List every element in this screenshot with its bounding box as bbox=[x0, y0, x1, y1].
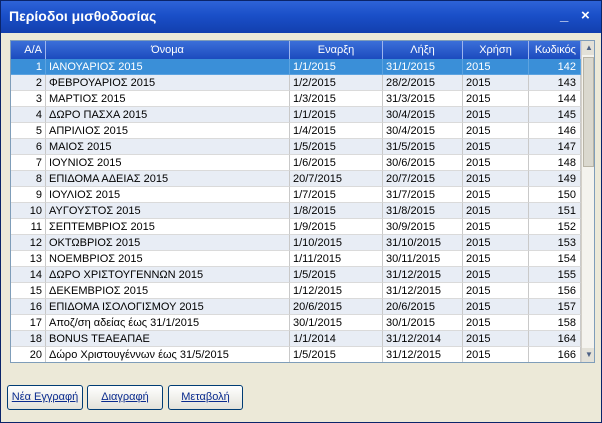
table-row[interactable] bbox=[11, 107, 581, 123]
title-bar[interactable] bbox=[1, 1, 601, 33]
scroll-down-arrow-icon[interactable]: ▼ bbox=[582, 348, 595, 362]
cell-code: 145 bbox=[529, 107, 581, 123]
cell-end: 31/12/2015 bbox=[383, 283, 463, 299]
cell-aa: 2 bbox=[11, 75, 46, 91]
cell-aa: 12 bbox=[11, 235, 46, 251]
cell-aa: 5 bbox=[11, 123, 46, 139]
cell-year: 2015 bbox=[463, 75, 529, 91]
cell-end: 31/8/2015 bbox=[383, 203, 463, 219]
table-row[interactable] bbox=[11, 235, 581, 251]
cell-name: ΕΠΙΔΟΜΑ ΙΣΟΛΟΓΙΣΜΟΥ 2015 bbox=[46, 299, 290, 315]
minimize-button[interactable]: _ bbox=[560, 7, 569, 24]
cell-code: 153 bbox=[529, 235, 581, 251]
cell-year: 2015 bbox=[463, 107, 529, 123]
column-header-aa[interactable]: Α/Α bbox=[11, 41, 46, 59]
cell-end: 20/7/2015 bbox=[383, 171, 463, 187]
close-button[interactable]: × bbox=[581, 7, 590, 24]
table-row[interactable] bbox=[11, 315, 581, 331]
cell-name: ΜΑΙΟΣ 2015 bbox=[46, 139, 290, 155]
cell-start: 1/11/2015 bbox=[290, 251, 383, 267]
cell-start: 1/5/2015 bbox=[290, 139, 383, 155]
cell-year: 2015 bbox=[463, 187, 529, 203]
cell-aa: 18 bbox=[11, 331, 46, 347]
cell-year: 2015 bbox=[463, 123, 529, 139]
cell-aa: 17 bbox=[11, 315, 46, 331]
table-row[interactable] bbox=[11, 203, 581, 219]
cell-start: 1/2/2015 bbox=[290, 75, 383, 91]
cell-name: ΑΠΡΙΛΙΟΣ 2015 bbox=[46, 123, 290, 139]
table-row[interactable] bbox=[11, 75, 581, 91]
cell-aa: 1 bbox=[11, 59, 46, 75]
cell-aa: 11 bbox=[11, 219, 46, 235]
cell-end: 31/3/2015 bbox=[383, 91, 463, 107]
table-row[interactable] bbox=[11, 219, 581, 235]
table-row[interactable] bbox=[11, 91, 581, 107]
cell-year: 2015 bbox=[463, 219, 529, 235]
cell-code: 144 bbox=[529, 91, 581, 107]
cell-year: 2015 bbox=[463, 155, 529, 171]
cell-end: 30/4/2015 bbox=[383, 123, 463, 139]
cell-end: 31/12/2015 bbox=[383, 347, 463, 363]
cell-end: 28/2/2015 bbox=[383, 75, 463, 91]
cell-year: 2015 bbox=[463, 251, 529, 267]
cell-code: 155 bbox=[529, 267, 581, 283]
cell-code: 148 bbox=[529, 155, 581, 171]
table-row[interactable] bbox=[11, 331, 581, 347]
table-row[interactable] bbox=[11, 187, 581, 203]
cell-start: 30/1/2015 bbox=[290, 315, 383, 331]
cell-aa: 10 bbox=[11, 203, 46, 219]
cell-name: ΦΕΒΡΟΥΑΡΙΟΣ 2015 bbox=[46, 75, 290, 91]
cell-name: ΔΕΚΕΜΒΡΙΟΣ 2015 bbox=[46, 283, 290, 299]
cell-start: 20/6/2015 bbox=[290, 299, 383, 315]
cell-code: 149 bbox=[529, 171, 581, 187]
cell-end: 30/1/2015 bbox=[383, 315, 463, 331]
cell-name: BONUS ΤΕΑΕΑΠΑΕ bbox=[46, 331, 290, 347]
cell-code: 142 bbox=[529, 59, 581, 75]
cell-name: ΔΩΡΟ ΠΑΣΧΑ 2015 bbox=[46, 107, 290, 123]
cell-start: 1/4/2015 bbox=[290, 123, 383, 139]
cell-year: 2015 bbox=[463, 203, 529, 219]
cell-year: 2015 bbox=[463, 91, 529, 107]
table-row[interactable] bbox=[11, 139, 581, 155]
cell-code: 166 bbox=[529, 347, 581, 363]
cell-code: 150 bbox=[529, 187, 581, 203]
cell-aa: 4 bbox=[11, 107, 46, 123]
window-title: Περίοδοι μισθοδοσίας bbox=[9, 8, 157, 24]
cell-code: 154 bbox=[529, 251, 581, 267]
cell-aa: 9 bbox=[11, 187, 46, 203]
cell-aa: 14 bbox=[11, 267, 46, 283]
cell-end: 30/9/2015 bbox=[383, 219, 463, 235]
cell-start: 20/7/2015 bbox=[290, 171, 383, 187]
cell-aa: 8 bbox=[11, 171, 46, 187]
cell-year: 2015 bbox=[463, 331, 529, 347]
cell-name: ΙΟΥΝΙΟΣ 2015 bbox=[46, 155, 290, 171]
cell-end: 30/4/2015 bbox=[383, 107, 463, 123]
cell-name: ΔΩΡΟ ΧΡΙΣΤΟΥΓΕΝΝΩΝ 2015 bbox=[46, 267, 290, 283]
cell-start: 1/9/2015 bbox=[290, 219, 383, 235]
cell-aa: 13 bbox=[11, 251, 46, 267]
table-row[interactable] bbox=[11, 59, 581, 75]
cell-end: 31/12/2014 bbox=[383, 331, 463, 347]
cell-name: ΕΠΙΔΟΜΑ ΑΔΕΙΑΣ 2015 bbox=[46, 171, 290, 187]
cell-code: 164 bbox=[529, 331, 581, 347]
cell-start: 1/1/2015 bbox=[290, 107, 383, 123]
cell-aa: 16 bbox=[11, 299, 46, 315]
table-row[interactable] bbox=[11, 267, 581, 283]
cell-code: 147 bbox=[529, 139, 581, 155]
cell-name: ΝΟΕΜΒΡΙΟΣ 2015 bbox=[46, 251, 290, 267]
cell-end: 31/1/2015 bbox=[383, 59, 463, 75]
cell-code: 157 bbox=[529, 299, 581, 315]
scroll-up-arrow-icon[interactable]: ▲ bbox=[582, 41, 595, 55]
cell-aa: 7 bbox=[11, 155, 46, 171]
cell-code: 152 bbox=[529, 219, 581, 235]
cell-code: 146 bbox=[529, 123, 581, 139]
cell-name: ΑΥΓΟΥΣΤΟΣ 2015 bbox=[46, 203, 290, 219]
table-row[interactable] bbox=[11, 299, 581, 315]
delete-button[interactable]: Διαγραφή bbox=[87, 385, 163, 410]
vertical-scrollbar[interactable] bbox=[581, 41, 595, 362]
cell-year: 2015 bbox=[463, 267, 529, 283]
cell-aa: 6 bbox=[11, 139, 46, 155]
cell-name: Δώρο Χριστουγέννων έως 31/5/2015 bbox=[46, 347, 290, 363]
column-header-end[interactable]: Λήξη bbox=[383, 41, 463, 59]
cell-end: 31/10/2015 bbox=[383, 235, 463, 251]
cell-year: 2015 bbox=[463, 283, 529, 299]
cell-year: 2015 bbox=[463, 315, 529, 331]
cell-end: 31/5/2015 bbox=[383, 139, 463, 155]
cell-start: 1/1/2015 bbox=[290, 59, 383, 75]
cell-start: 1/10/2015 bbox=[290, 235, 383, 251]
scroll-thumb[interactable] bbox=[583, 57, 594, 167]
column-header-start[interactable]: Εναρξη bbox=[290, 41, 383, 59]
cell-start: 1/6/2015 bbox=[290, 155, 383, 171]
cell-year: 2015 bbox=[463, 299, 529, 315]
cell-code: 143 bbox=[529, 75, 581, 91]
cell-code: 151 bbox=[529, 203, 581, 219]
cell-year: 2015 bbox=[463, 171, 529, 187]
cell-start: 1/8/2015 bbox=[290, 203, 383, 219]
cell-code: 158 bbox=[529, 315, 581, 331]
new-record-button[interactable]: Νέα Εγγραφή bbox=[7, 385, 83, 410]
cell-start: 1/12/2015 bbox=[290, 283, 383, 299]
table-row[interactable] bbox=[11, 283, 581, 299]
edit-button[interactable]: Μεταβολή bbox=[168, 385, 243, 410]
cell-start: 1/1/2014 bbox=[290, 331, 383, 347]
cell-start: 1/7/2015 bbox=[290, 187, 383, 203]
table-row[interactable] bbox=[11, 251, 581, 267]
cell-name: ΣΕΠΤΕΜΒΡΙΟΣ 2015 bbox=[46, 219, 290, 235]
cell-start: 1/5/2015 bbox=[290, 347, 383, 363]
table-row[interactable] bbox=[11, 155, 581, 171]
cell-end: 31/12/2015 bbox=[383, 267, 463, 283]
column-header-year[interactable]: Χρήση bbox=[463, 41, 529, 59]
table-row[interactable] bbox=[11, 347, 581, 363]
cell-name: Αποζ/ση αδείας έως 31/1/2015 bbox=[46, 315, 290, 331]
column-header-name[interactable]: Όνομα bbox=[46, 41, 290, 59]
periods-table[interactable] bbox=[10, 40, 595, 363]
cell-name: ΟΚΤΩΒΡΙΟΣ 2015 bbox=[46, 235, 290, 251]
cell-name: ΙΟΥΛΙΟΣ 2015 bbox=[46, 187, 290, 203]
table-row[interactable] bbox=[11, 123, 581, 139]
cell-year: 2015 bbox=[463, 235, 529, 251]
cell-end: 30/11/2015 bbox=[383, 251, 463, 267]
column-header-code[interactable]: Κωδικός bbox=[529, 41, 581, 59]
cell-start: 1/5/2015 bbox=[290, 267, 383, 283]
cell-year: 2015 bbox=[463, 347, 529, 363]
cell-aa: 20 bbox=[11, 347, 46, 363]
cell-aa: 15 bbox=[11, 283, 46, 299]
cell-year: 2015 bbox=[463, 59, 529, 75]
cell-code: 156 bbox=[529, 283, 581, 299]
table-header bbox=[11, 41, 581, 59]
cell-end: 31/7/2015 bbox=[383, 187, 463, 203]
cell-name: ΙΑΝΟΥΑΡΙΟΣ 2015 bbox=[46, 59, 290, 75]
cell-end: 20/6/2015 bbox=[383, 299, 463, 315]
cell-start: 1/3/2015 bbox=[290, 91, 383, 107]
table-row[interactable] bbox=[11, 171, 581, 187]
cell-aa: 3 bbox=[11, 91, 46, 107]
cell-year: 2015 bbox=[463, 139, 529, 155]
cell-name: ΜΑΡΤΙΟΣ 2015 bbox=[46, 91, 290, 107]
cell-end: 30/6/2015 bbox=[383, 155, 463, 171]
